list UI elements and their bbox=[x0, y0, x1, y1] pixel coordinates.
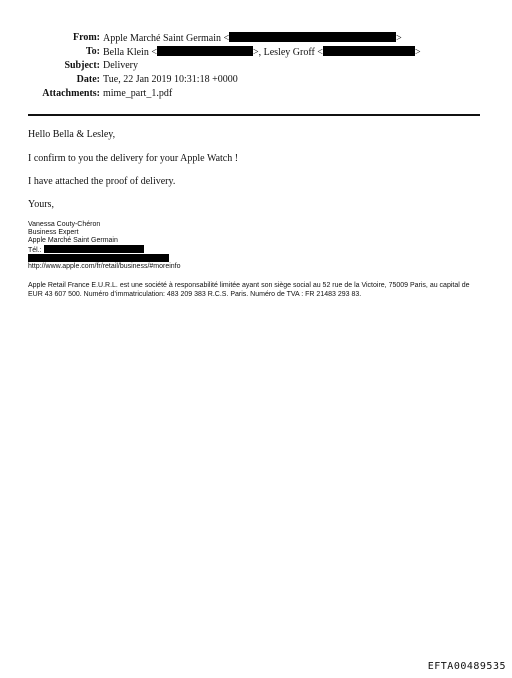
date-value: Tue, 22 Jan 2019 10:31:18 +0000 bbox=[103, 74, 238, 85]
signature-name: Vanessa Couty-Chéron bbox=[28, 221, 101, 228]
from-row bbox=[0, 32, 512, 45]
body-line-1: I confirm to you the delivery for your Apple Watch ! bbox=[28, 153, 239, 164]
attachments-row bbox=[0, 88, 512, 101]
document-id: EFTA00489535 bbox=[427, 661, 506, 672]
to-close: > bbox=[414, 47, 421, 58]
subject-value: Delivery bbox=[103, 60, 138, 71]
redacted-block bbox=[229, 32, 396, 42]
to-value bbox=[103, 46, 421, 58]
redacted-block bbox=[323, 46, 415, 56]
signature-store: Apple Marché Saint Germain bbox=[28, 237, 118, 244]
header-divider bbox=[28, 114, 480, 116]
date-label: Date: bbox=[76, 74, 100, 85]
signature-url: http://www.apple.com/fr/retail/business/#moreinfo bbox=[28, 263, 181, 270]
to-mid: >, Lesley Groff < bbox=[252, 47, 323, 58]
legal-notice: Apple Retail France E.U.R.L. est une société à responsabilité limitée ayant son siège social au 52 rue de la Victoire, 75009 Paris, au capital de EUR 43 607 500. Numéro d’immatriculation: 483 209 383 R.C.S. Paris. Numéro de TVA : FR 21483 293 83. bbox=[28, 282, 470, 298]
from-label: From: bbox=[72, 32, 100, 43]
signature-title: Business Expert bbox=[28, 229, 79, 236]
subject-row bbox=[0, 60, 512, 73]
body-line-2: I have attached the proof of delivery. bbox=[28, 176, 176, 187]
subject-label: Subject: bbox=[64, 60, 100, 71]
to-row bbox=[0, 46, 512, 59]
attachments-label: Attachments: bbox=[42, 88, 100, 99]
greeting: Hello Bella & Lesley, bbox=[28, 129, 116, 140]
to-name-1: Bella Klein < bbox=[103, 47, 157, 58]
redacted-block bbox=[44, 245, 144, 253]
from-name: Apple Marché Saint Germain < bbox=[103, 33, 230, 44]
date-row bbox=[0, 74, 512, 87]
redacted-block bbox=[28, 254, 169, 263]
from-close: > bbox=[396, 33, 402, 44]
to-label: To: bbox=[85, 46, 100, 57]
redacted-block bbox=[157, 46, 253, 56]
from-value bbox=[103, 32, 402, 44]
tel-label: Tél.: bbox=[28, 247, 42, 254]
closing: Yours, bbox=[28, 199, 54, 210]
attachments-value: mime_part_1.pdf bbox=[103, 88, 173, 99]
